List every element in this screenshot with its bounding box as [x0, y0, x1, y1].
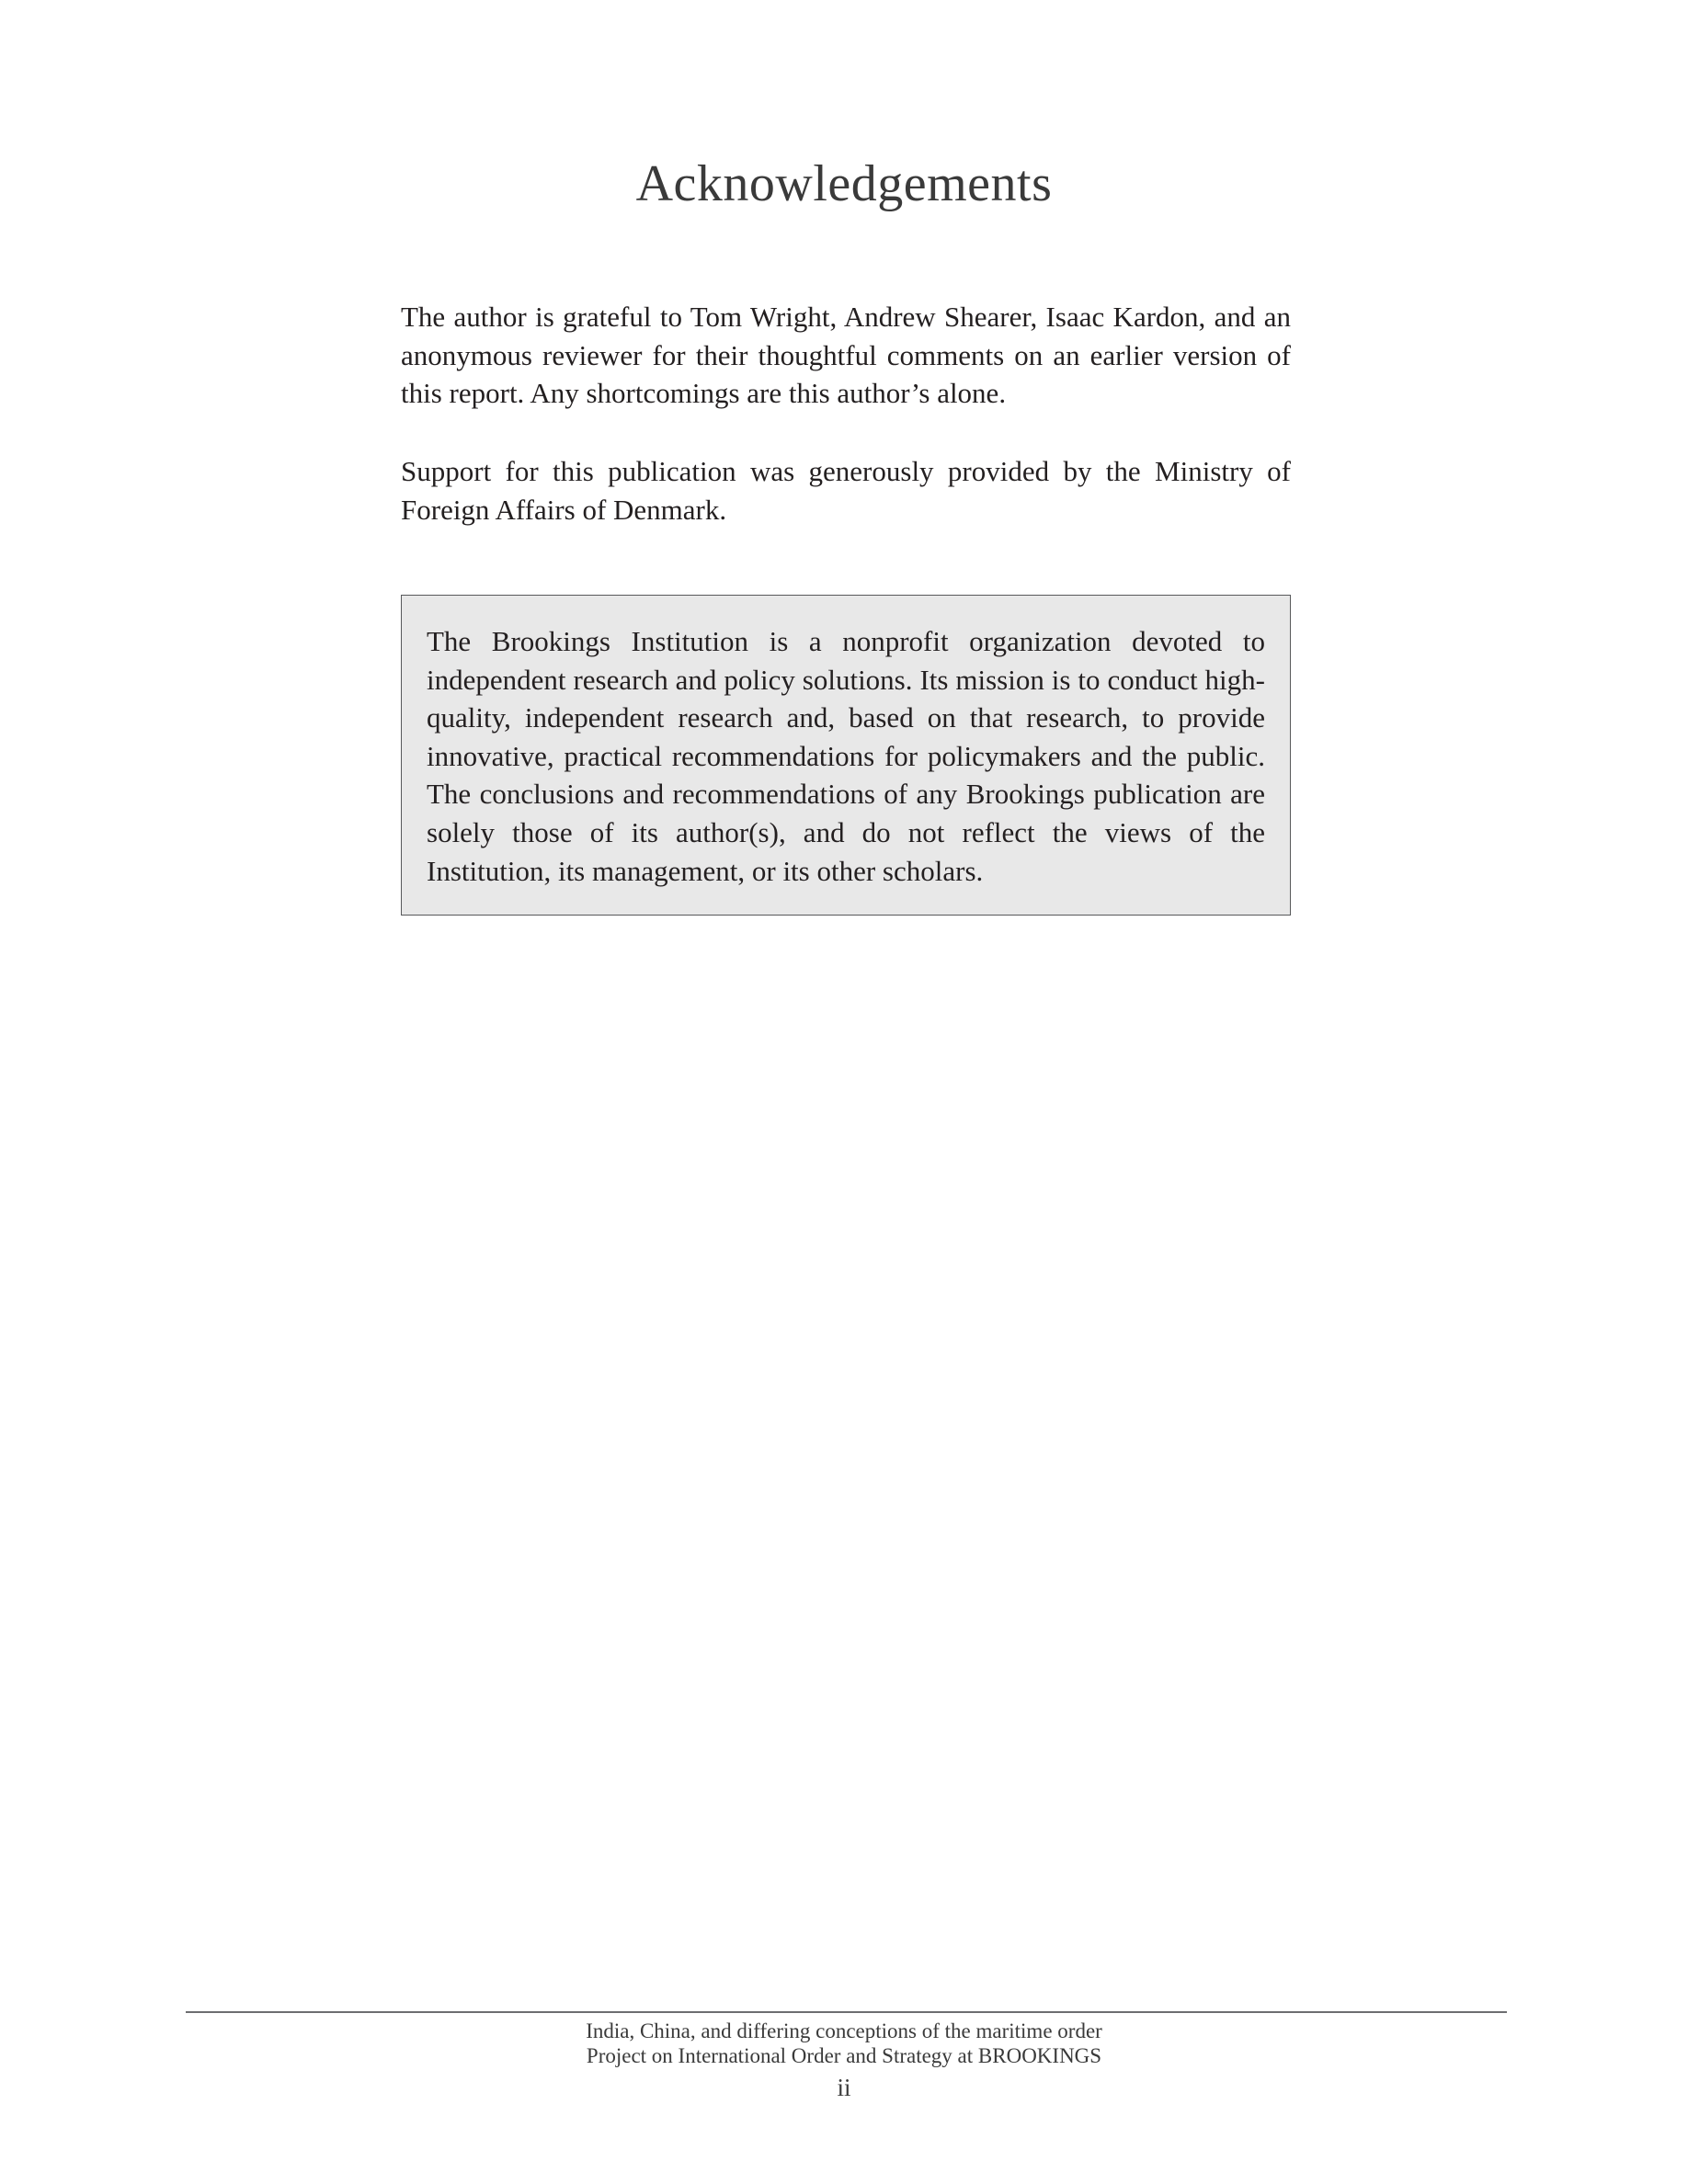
page-title: Acknowledgements [635, 155, 1053, 212]
footer-divider [186, 2011, 1507, 2013]
disclaimer-box [401, 595, 1291, 916]
disclaimer-text: The Brookings Institution is a nonprofit organization devoted to independent research and policy solutions. Its mission is to conduct high-quality, independent research and, based on that research, to provide innovative, practical recommendations for policymakers and the public. The conclusions and recommendations of any Brookings publication are solely those of its author(s), and do not reflect the views of the Institution, its management, or its other scholars. [427, 625, 1265, 887]
footer-report-title: India, China, and differing conceptions of the maritime order [586, 2019, 1102, 2042]
footer-project-name: Project on International Order and Strategy at BROOKINGS [586, 2044, 1102, 2067]
page-number: ii [837, 2074, 851, 2101]
funding-paragraph: Support for this publication was generously provided by the Ministry of Foreign Affairs of Denmark. [401, 455, 1291, 526]
acknowledgement-paragraph: The author is grateful to Tom Wright, Andrew Shearer, Isaac Kardon, and an anonymous reviewer for their thoughtful comments on an earlier version of this report. Any shortcomings are this author’s alone. [401, 301, 1291, 409]
